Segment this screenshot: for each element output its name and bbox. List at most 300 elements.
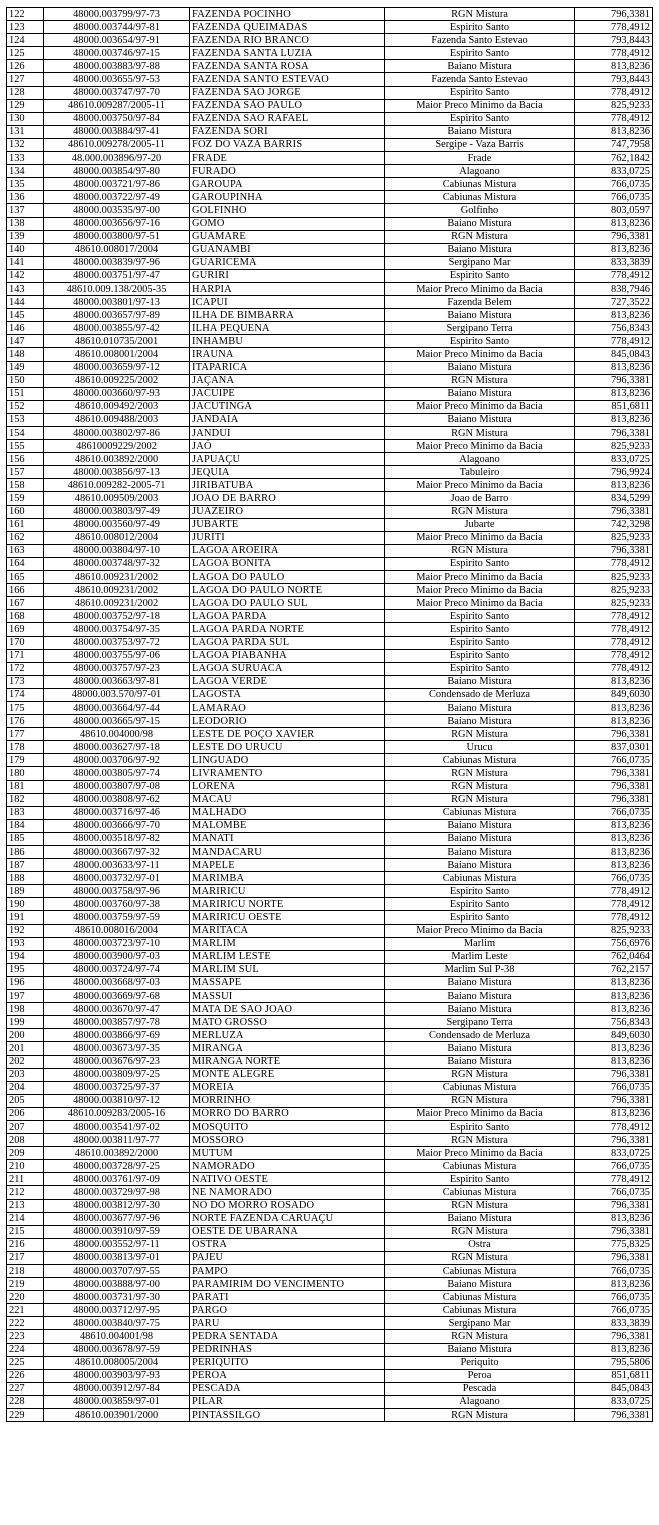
process-number-cell: 48000.003722/97-49 [44,191,190,204]
process-number-cell: 48000.003750/97-84 [44,112,190,125]
reference-crude-cell: Baiano Mistura [385,1003,575,1016]
row-number-cell: 191 [7,911,44,924]
minimum-price-cell: 778,4912 [575,269,653,282]
process-number-cell: 48000.003666/97-70 [44,819,190,832]
process-number-cell: 48000.003707/97-55 [44,1265,190,1278]
minimum-price-cell: 813,8236 [575,1055,653,1068]
minimum-price-cell: 766,0735 [575,1265,653,1278]
reference-crude-cell: RGN Mistura [385,427,575,440]
process-number-cell: 48000.003799/97-73 [44,8,190,21]
minimum-price-cell: 775,8325 [575,1238,653,1251]
table-row [7,911,653,924]
field-name-cell: FAZENDA QUEIMADAS [190,21,385,34]
minimum-price-cell: 778,4912 [575,1120,653,1133]
row-number-cell: 147 [7,335,44,348]
minimum-price-cell: 778,4912 [575,86,653,99]
minimum-price-cell: 813,8236 [575,1107,653,1120]
row-number-cell: 209 [7,1147,44,1160]
table-row [7,584,653,597]
table-row [7,505,653,518]
process-number-cell: 48000.003755/97-06 [44,649,190,662]
table-row [7,701,653,714]
reference-crude-cell: Cabiunas Mistura [385,1160,575,1173]
field-name-cell: PEDRINHAS [190,1343,385,1356]
field-name-cell: LAGOA SURUACA [190,662,385,675]
process-number-cell: 48000.003804/97-10 [44,544,190,557]
field-name-cell: LAGOA VERDE [190,675,385,688]
process-number-cell: 48000.003802/97-86 [44,427,190,440]
table-row [7,34,653,47]
minimum-price-cell: 813,8236 [575,413,653,426]
table-row [7,73,653,86]
row-number-cell: 200 [7,1029,44,1042]
row-number-cell: 149 [7,361,44,374]
row-number-cell: 162 [7,531,44,544]
minimum-price-cell: 813,8236 [575,715,653,728]
reference-crude-cell: Espirito Santo [385,21,575,34]
minimum-price-cell: 813,8236 [575,361,653,374]
process-number-cell: 48000.003660/97-93 [44,387,190,400]
process-number-cell: 48000.003854/97-80 [44,165,190,178]
minimum-price-cell: 796,3381 [575,1225,653,1238]
row-number-cell: 137 [7,204,44,217]
row-number-cell: 208 [7,1134,44,1147]
table-row [7,1173,653,1186]
minimum-price-cell: 833,0725 [575,1395,653,1408]
minimum-price-cell: 825,9233 [575,571,653,584]
row-number-cell: 196 [7,976,44,989]
process-number-cell: 48000.003859/97-01 [44,1395,190,1408]
table-row [7,21,653,34]
field-name-cell: MONTE ALEGRE [190,1068,385,1081]
row-number-cell: 145 [7,309,44,322]
field-name-cell: MALHADO [190,806,385,819]
minimum-price-cell: 756,8343 [575,322,653,335]
minimum-price-cell: 849,6030 [575,1029,653,1042]
table-row [7,191,653,204]
table-row [7,1068,653,1081]
process-number-cell: 48000.003676/97-23 [44,1055,190,1068]
row-number-cell: 155 [7,440,44,453]
reference-crude-cell: Espirito Santo [385,898,575,911]
row-number-cell: 122 [7,8,44,21]
minimum-price-cell: 756,6976 [575,937,653,950]
row-number-cell: 165 [7,571,44,584]
process-number-cell: 48000.003856/97-13 [44,466,190,479]
table-row [7,610,653,623]
table-row [7,387,653,400]
process-number-cell: 48000.003728/97-25 [44,1160,190,1173]
field-name-cell: LAGOA DO PAULO SUL [190,597,385,610]
row-number-cell: 129 [7,99,44,112]
row-number-cell: 175 [7,701,44,714]
process-number-cell: 48000.003677/97-96 [44,1212,190,1225]
table-row [7,348,653,361]
process-number-cell: 48000.003541/97-02 [44,1120,190,1133]
row-number-cell: 123 [7,21,44,34]
reference-crude-cell: Condensado de Merluza [385,688,575,701]
process-number-cell: 48610.003892/2000 [44,453,190,466]
table-row [7,1134,653,1147]
reference-crude-cell: Marlim [385,937,575,950]
process-number-cell: 48000.003724/97-74 [44,963,190,976]
row-number-cell: 183 [7,806,44,819]
reference-crude-cell: Maior Preco Minimo da Bacia [385,479,575,492]
field-name-cell: MERLUZA [190,1029,385,1042]
process-number-cell: 48000.003725/97-37 [44,1081,190,1094]
reference-crude-cell: Cabiunas Mistura [385,1081,575,1094]
minimum-price-cell: 766,0735 [575,191,653,204]
field-name-cell: PARGO [190,1304,385,1317]
field-name-cell: GOLFINHO [190,204,385,217]
field-name-cell: PARATI [190,1291,385,1304]
table-row [7,518,653,531]
table-row [7,1317,653,1330]
reference-crude-cell: Baiano Mistura [385,125,575,138]
process-number-cell: 48000.003535/97-00 [44,204,190,217]
process-number-cell: 48000.003744/97-81 [44,21,190,34]
reference-crude-cell: Sergipe - Vaza Barris [385,138,575,151]
table-row [7,322,653,335]
reference-crude-cell: Marlim Sul P-38 [385,963,575,976]
field-name-cell: FAZENDA SANTA LUZIA [190,47,385,60]
field-name-cell: JANDUI [190,427,385,440]
table-row [7,1343,653,1356]
reference-crude-cell: Espirito Santo [385,649,575,662]
table-row [7,1186,653,1199]
minimum-price-cell: 803,0597 [575,204,653,217]
minimum-price-cell: 796,3381 [575,1068,653,1081]
field-name-cell: FRADE [190,152,385,165]
row-number-cell: 143 [7,282,44,295]
minimum-price-cell: 766,0735 [575,1186,653,1199]
row-number-cell: 179 [7,754,44,767]
table-row [7,990,653,1003]
field-name-cell: LESTE DO URUCU [190,741,385,754]
process-number-cell: 48000.003855/97-42 [44,322,190,335]
row-number-cell: 229 [7,1409,44,1422]
row-number-cell: 178 [7,741,44,754]
reference-crude-cell: Sergipano Mar [385,256,575,269]
process-number-cell: 48000.003668/97-03 [44,976,190,989]
table-row [7,60,653,73]
process-number-cell: 48610.004001/98 [44,1330,190,1343]
minimum-price-cell: 762,2157 [575,963,653,976]
reference-crude-cell: RGN Mistura [385,505,575,518]
row-number-cell: 150 [7,374,44,387]
table-row [7,1094,653,1107]
row-number-cell: 207 [7,1120,44,1133]
table-row [7,662,653,675]
field-name-cell: FOZ DO VAZA BARRIS [190,138,385,151]
table-row [7,309,653,322]
minimum-price-cell: 825,9233 [575,99,653,112]
process-number-cell: 48000.003657/97-89 [44,309,190,322]
reference-crude-cell: RGN Mistura [385,1409,575,1422]
minimum-price-cell: 813,8236 [575,125,653,138]
table-row [7,47,653,60]
table-row [7,623,653,636]
minimum-price-cell: 813,8236 [575,243,653,256]
table-row [7,99,653,112]
row-number-cell: 192 [7,924,44,937]
table-row [7,819,653,832]
reference-crude-cell: Cabiunas Mistura [385,754,575,767]
process-number-cell: 48000.003807/97-08 [44,780,190,793]
minimum-price-cell: 845,0843 [575,1382,653,1395]
table-row [7,296,653,309]
table-row [7,112,653,125]
row-number-cell: 194 [7,950,44,963]
reference-crude-cell: Espirito Santo [385,1120,575,1133]
field-name-cell: PILAR [190,1395,385,1408]
process-number-cell: 48000.003808/97-62 [44,793,190,806]
row-number-cell: 163 [7,544,44,557]
minimum-price-cell: 849,6030 [575,688,653,701]
field-name-cell: MARIMBA [190,872,385,885]
reference-crude-cell: Fazenda Belem [385,296,575,309]
reference-crude-cell: Cabiunas Mistura [385,806,575,819]
reference-crude-cell: Condensado de Merluza [385,1029,575,1042]
process-number-cell: 48000.003903/97-93 [44,1369,190,1382]
field-name-cell: LAGOA PARDA NORTE [190,623,385,636]
field-name-cell: GUAMARE [190,230,385,243]
minimum-price-cell: 796,3381 [575,728,653,741]
minimum-price-cell: 796,3381 [575,1199,653,1212]
reference-crude-cell: RGN Mistura [385,728,575,741]
minimum-price-cell: 778,4912 [575,610,653,623]
table-row [7,544,653,557]
table-row [7,440,653,453]
minimum-price-cell: 833,0725 [575,453,653,466]
field-name-cell: MUTUM [190,1147,385,1160]
row-number-cell: 219 [7,1278,44,1291]
minimum-price-cell: 778,4912 [575,649,653,662]
reference-crude-cell: Cabiunas Mistura [385,191,575,204]
table-row [7,178,653,191]
row-number-cell: 180 [7,767,44,780]
field-name-cell: MANATI [190,832,385,845]
field-name-cell: GUANAMBI [190,243,385,256]
table-row [7,1212,653,1225]
minimum-price-cell: 778,4912 [575,557,653,570]
process-number-cell: 48000.003723/97-10 [44,937,190,950]
minimum-price-cell: 796,9924 [575,466,653,479]
minimum-price-cell: 796,3381 [575,374,653,387]
field-name-cell: PESCADA [190,1382,385,1395]
field-name-cell: FAZENDA SAO JORGE [190,86,385,99]
table-row [7,1055,653,1068]
table-row [7,492,653,505]
row-number-cell: 168 [7,610,44,623]
reference-crude-cell: Baiano Mistura [385,1343,575,1356]
minimum-price-cell: 813,8236 [575,976,653,989]
process-number-cell: 48000.003760/97-38 [44,898,190,911]
field-name-cell: NATIVO OESTE [190,1173,385,1186]
minimum-price-cell: 796,3381 [575,505,653,518]
table-row [7,531,653,544]
process-number-cell: 48000.003560/97-49 [44,518,190,531]
row-number-cell: 195 [7,963,44,976]
minimum-price-cell: 778,4912 [575,885,653,898]
field-name-cell: PEDRA SENTADA [190,1330,385,1343]
process-number-cell: 48000.003732/97-01 [44,872,190,885]
field-name-cell: MATA DE SAO JOAO [190,1003,385,1016]
minimum-price-cell: 766,0735 [575,1291,653,1304]
process-number-cell: 48610.009231/2002 [44,571,190,584]
field-name-cell: PEROA [190,1369,385,1382]
row-number-cell: 170 [7,636,44,649]
process-number-cell: 48000.003729/97-98 [44,1186,190,1199]
table-row [7,479,653,492]
process-number-cell: 48610.008001/2004 [44,348,190,361]
process-number-cell: 48000.003659/97-12 [44,361,190,374]
row-number-cell: 128 [7,86,44,99]
table-row [7,256,653,269]
reference-crude-cell: Maior Preco Minimo da Bacia [385,400,575,413]
minimum-price-cell: 778,4912 [575,898,653,911]
process-number-cell: 48000.003678/97-59 [44,1343,190,1356]
table-row [7,675,653,688]
field-name-cell: LIVRAMENTO [190,767,385,780]
field-name-cell: MARIRICU [190,885,385,898]
process-number-cell: 48000.003884/97-41 [44,125,190,138]
row-number-cell: 213 [7,1199,44,1212]
row-number-cell: 228 [7,1395,44,1408]
field-name-cell: GUARICEMA [190,256,385,269]
table-row [7,1238,653,1251]
reference-crude-cell: Baiano Mistura [385,832,575,845]
process-number-cell: 48610.009488/2003 [44,413,190,426]
table-row [7,754,653,767]
reference-crude-cell: RGN Mistura [385,1251,575,1264]
process-number-cell: 48610.009231/2002 [44,584,190,597]
table-row [7,204,653,217]
table-row [7,1291,653,1304]
reference-crude-cell: Joao de Barro [385,492,575,505]
minimum-price-cell: 813,8236 [575,846,653,859]
table-row [7,453,653,466]
table-row [7,767,653,780]
reference-crude-cell: Baiano Mistura [385,701,575,714]
minimum-price-cell: 825,9233 [575,531,653,544]
reference-crude-cell: Maior Preco Minimo da Bacia [385,531,575,544]
process-number-cell: 48610.009509/2003 [44,492,190,505]
table-row [7,413,653,426]
field-name-cell: ICAPUI [190,296,385,309]
table-row [7,1356,653,1369]
row-number-cell: 221 [7,1304,44,1317]
field-name-cell: LAGOA DO PAULO [190,571,385,584]
table-row [7,152,653,165]
minimum-price-cell: 813,8236 [575,217,653,230]
field-name-cell: JURITI [190,531,385,544]
process-number-cell: 48000.003813/97-01 [44,1251,190,1264]
process-number-cell: 48000.003809/97-25 [44,1068,190,1081]
reference-crude-cell: RGN Mistura [385,1134,575,1147]
row-number-cell: 211 [7,1173,44,1186]
field-name-cell: JUBARTE [190,518,385,531]
field-name-cell: MASSUI [190,990,385,1003]
row-number-cell: 184 [7,819,44,832]
table-row [7,976,653,989]
process-number-cell: 48000.003.570/97-01 [44,688,190,701]
process-number-cell: 48000.003716/97-46 [44,806,190,819]
process-number-cell: 48000.003758/97-96 [44,885,190,898]
table-body [7,8,653,1422]
process-number-cell: 48000.003748/97-32 [44,557,190,570]
process-number-cell: 48000.003655/97-53 [44,73,190,86]
process-number-cell: 48610.008016/2004 [44,924,190,937]
minimum-price-cell: 766,0735 [575,1160,653,1173]
table-row [7,125,653,138]
field-name-cell: JOAO DE BARRO [190,492,385,505]
minimum-price-cell: 813,8236 [575,1003,653,1016]
process-number-cell: 48000.003518/97-82 [44,832,190,845]
reference-crude-cell: Baiano Mistura [385,846,575,859]
field-name-cell: JAÇANA [190,374,385,387]
process-number-cell: 48000.003866/97-69 [44,1029,190,1042]
process-number-cell: 48000.003731/97-30 [44,1291,190,1304]
process-number-cell: 48610.010735/2001 [44,335,190,348]
table-row [7,1042,653,1055]
field-name-cell: NAMORADO [190,1160,385,1173]
table-row [7,1199,653,1212]
reference-crude-cell: Espirito Santo [385,662,575,675]
field-name-cell: ILHA PEQUENA [190,322,385,335]
table-row [7,374,653,387]
row-number-cell: 216 [7,1238,44,1251]
reference-crude-cell: Baiano Mistura [385,387,575,400]
row-number-cell: 154 [7,427,44,440]
field-name-cell: LAGOSTA [190,688,385,701]
minimum-price-cell: 796,3381 [575,780,653,793]
table-row [7,361,653,374]
field-name-cell: LAGOA DO PAULO NORTE [190,584,385,597]
reference-crude-cell: Baiano Mistura [385,217,575,230]
field-name-cell: JAÓ [190,440,385,453]
minimum-price-cell: 778,4912 [575,662,653,675]
process-number-cell: 48610.009492/2003 [44,400,190,413]
field-name-cell: LAGOA AROEIRA [190,544,385,557]
reference-crude-cell: Frade [385,152,575,165]
table-row [7,793,653,806]
process-number-cell: 48000.003751/97-47 [44,269,190,282]
field-name-cell: JACUTINGA [190,400,385,413]
field-name-cell: INHAMBU [190,335,385,348]
field-name-cell: LAMARAO [190,701,385,714]
process-number-cell: 48000.003759/97-59 [44,911,190,924]
row-number-cell: 201 [7,1042,44,1055]
field-name-cell: MORRO DO BARRO [190,1107,385,1120]
field-name-cell: PARAMIRIM DO VENCIMENTO [190,1278,385,1291]
row-number-cell: 172 [7,662,44,675]
row-number-cell: 142 [7,269,44,282]
field-name-cell: MARLIM [190,937,385,950]
row-number-cell: 181 [7,780,44,793]
minimum-price-cell: 796,3381 [575,1409,653,1422]
minimum-price-cell: 796,3381 [575,1134,653,1147]
reference-crude-cell: Marlim Leste [385,950,575,963]
process-number-cell: 48000.003811/97-77 [44,1134,190,1147]
table-row [7,1016,653,1029]
row-number-cell: 189 [7,885,44,898]
field-name-cell: FAZENDA RIO BRANCO [190,34,385,47]
field-name-cell: PINTASSILGO [190,1409,385,1422]
minimum-price-cell: 778,4912 [575,21,653,34]
process-number-cell: 48000.003840/97-75 [44,1317,190,1330]
field-name-cell: PERIQUITO [190,1356,385,1369]
